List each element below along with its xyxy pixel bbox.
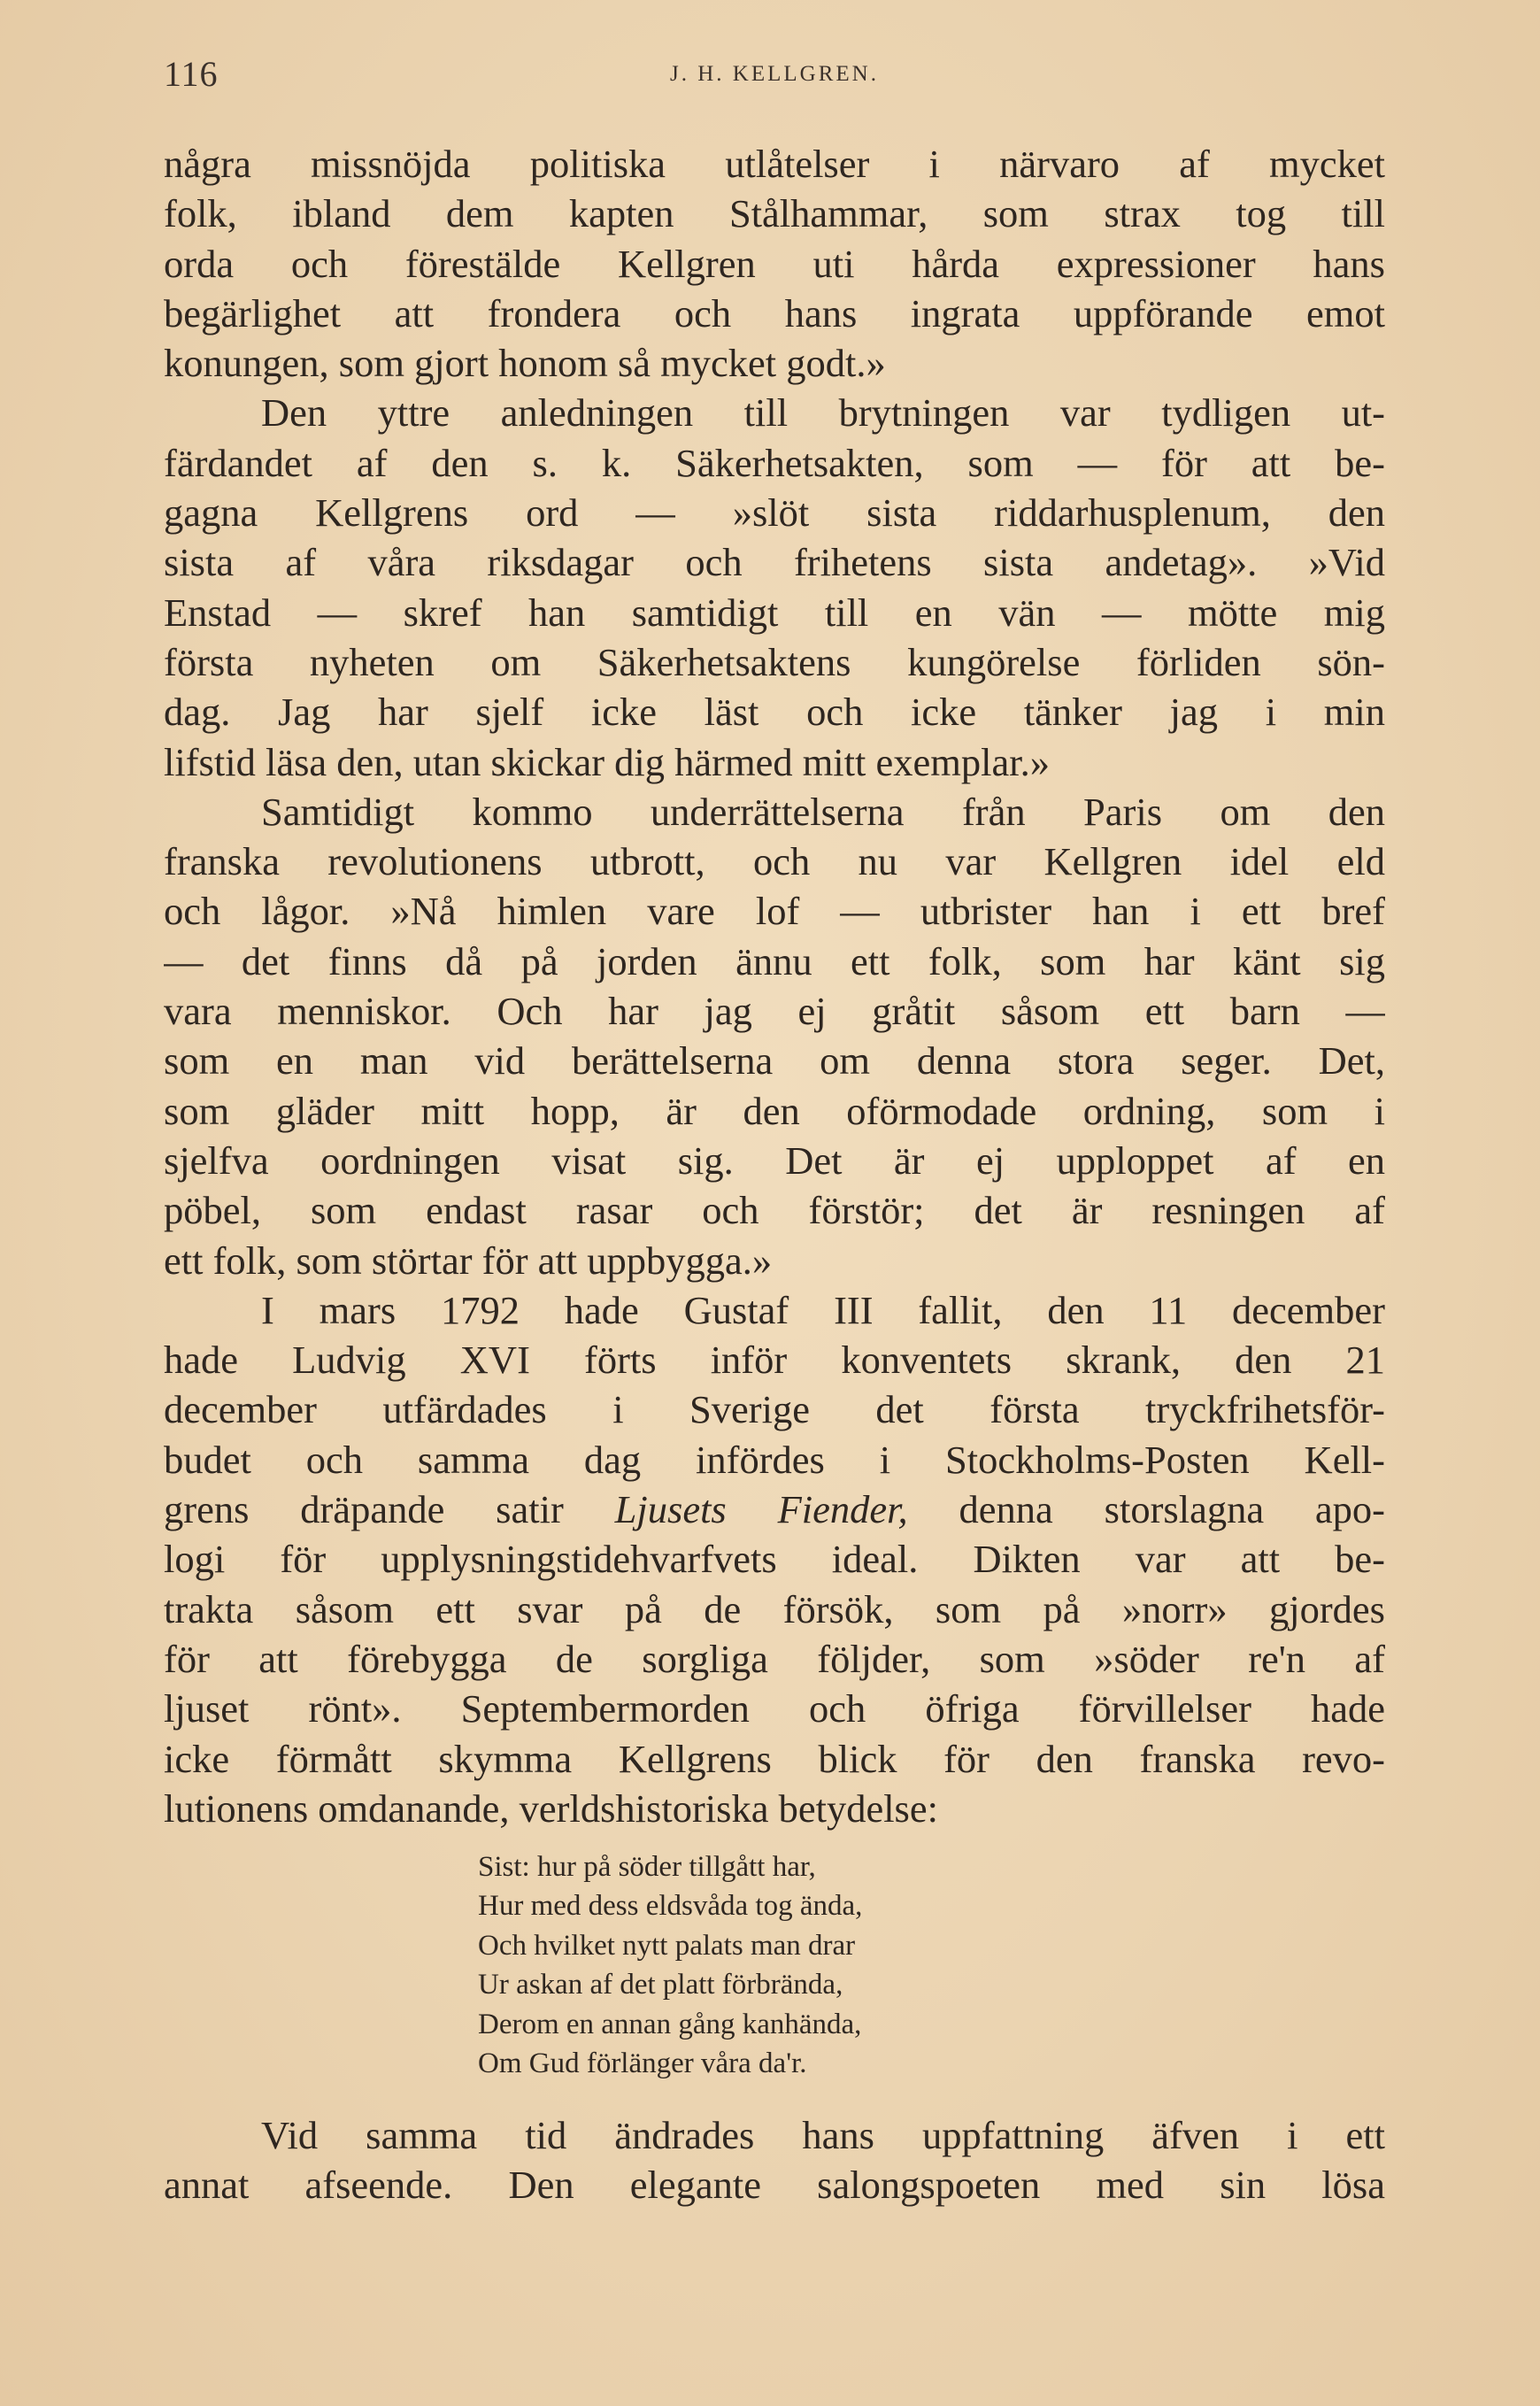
text-segment: denna storslagna apo- bbox=[907, 1487, 1385, 1532]
text-line: folk, ibland dem kapten Stålhammar, som strax tog till bbox=[164, 191, 1385, 236]
text-line-with-italic-title bbox=[164, 1484, 1385, 1534]
text-line: och lågor. »Nå himlen vare lof — utbrister han i ett bref bbox=[164, 889, 1385, 934]
text-line: gagna Kellgrens ord — »slöt sista riddarhusplenum, den bbox=[164, 490, 1385, 536]
running-head: J. H. KELLGREN. bbox=[670, 62, 879, 86]
poem-line: Om Gud förlänger våra da'r. bbox=[478, 2047, 807, 2080]
text-line: annat afseende. Den elegante salongspoeten med sin lösa bbox=[164, 2163, 1385, 2208]
poem-line: Ur askan af det platt förbrända, bbox=[478, 1969, 843, 2001]
text-line: lutionens omdanande, verldshistoriska betydelse: bbox=[164, 1785, 938, 1831]
poem-line: Och hvilket nytt palats man drar bbox=[478, 1929, 856, 1962]
text-line: orda och förestälde Kellgren uti hårda expressioner hans bbox=[164, 241, 1385, 286]
text-line: lifstid läsa den, utan skickar dig härmed mitt exemplar.» bbox=[164, 739, 1050, 784]
paragraph-1 bbox=[164, 139, 1385, 388]
closing-paragraph bbox=[164, 2110, 1385, 2210]
text-line: sista af våra riksdagar och frihetens sista andetag». »Vid bbox=[164, 540, 1385, 585]
text-line: Den yttre anledningen till brytningen var tydligen ut- bbox=[261, 390, 1385, 436]
text-line: pöbel, som endast rasar och förstör; det är resningen af bbox=[164, 1188, 1385, 1233]
text-line: icke förmått skymma Kellgrens blick för den franska revo- bbox=[164, 1736, 1385, 1781]
text-line: några missnöjda politiska utlåtelser i närvaro af mycket bbox=[164, 142, 1385, 186]
italic-title: Ljusets Fiender, bbox=[614, 1487, 908, 1532]
text-line: för att förebygga de sorgliga följder, som »söder re'n af bbox=[164, 1636, 1385, 1681]
text-line: I mars 1792 hade Gustaf III fallit, den 11 december bbox=[261, 1287, 1385, 1332]
text-line: dag. Jag har sjelf icke läst och icke tänker jag i min bbox=[164, 690, 1385, 735]
poem-line: Hur med dess eldsvåda tog ända, bbox=[478, 1890, 863, 1923]
text-line: — det finns då på jorden ännu ett folk, som har känt sig bbox=[164, 938, 1385, 983]
text-line: franska revolutionens utbrott, och nu var Kellgren idel eld bbox=[164, 839, 1385, 884]
text-line: logi för upplysningstidehvarfvets ideal. Dikten var att be- bbox=[164, 1537, 1385, 1582]
poem-line: Sist: hur på söder tillgått har, bbox=[478, 1851, 816, 1883]
text-line: färdandet af den s. k. Säkerhetsakten, som — för att be- bbox=[164, 440, 1385, 485]
poem-quote bbox=[478, 1847, 862, 2083]
text-line: Enstad — skref han samtidigt till en vän — mötte mig bbox=[164, 590, 1385, 635]
text-line: som gläder mitt hopp, är den oförmodade ordning, som i bbox=[164, 1088, 1385, 1133]
body-text bbox=[164, 139, 1385, 1833]
text-line: vara menniskor. Och har jag ej gråtit såsom ett barn — bbox=[164, 989, 1385, 1034]
page-header bbox=[164, 53, 1385, 106]
text-line: trakta såsom ett svar på de försök, som på »norr» gjordes bbox=[164, 1586, 1385, 1631]
poem-line: Derom en annan gång kanhända, bbox=[478, 2008, 862, 2040]
text-line: konungen, som gjort honom så mycket godt.» bbox=[164, 341, 886, 386]
page-number: 116 bbox=[164, 54, 219, 94]
text-line: Samtidigt kommo underrättelserna från Paris om den bbox=[261, 789, 1385, 834]
paragraph-4 bbox=[164, 1285, 1385, 1833]
text-line: december utfärdades i Sverige det första tryckfrihetsför- bbox=[164, 1387, 1385, 1432]
text-line: som en man vid berättelserna om denna stora seger. Det, bbox=[164, 1038, 1385, 1083]
paragraph-2 bbox=[164, 388, 1385, 786]
text-line: begärlighet att frondera och hans ingrata uppförande emot bbox=[164, 290, 1385, 335]
text-line: ljuset rönt». Septembermorden och öfriga förvillelser hade bbox=[164, 1686, 1385, 1731]
text-line: ett folk, som störtar för att uppbygga.» bbox=[164, 1238, 773, 1283]
text-line: sjelfva oordningen visat sig. Det är ej upploppet af en bbox=[164, 1137, 1385, 1183]
text-line: budet och samma dag infördes i Stockholms-Posten Kell- bbox=[164, 1437, 1385, 1482]
text-segment: grens dräpande satir bbox=[164, 1487, 615, 1532]
text-line: första nyheten om Säkerhetsaktens kungörelse förliden sön- bbox=[164, 639, 1385, 684]
paragraph-3 bbox=[164, 787, 1385, 1285]
text-line: hade Ludvig XVI förts inför konventets skrank, den 21 bbox=[164, 1338, 1385, 1383]
text-line: Vid samma tid ändrades hans uppfattning äfven i ett bbox=[261, 2113, 1385, 2157]
